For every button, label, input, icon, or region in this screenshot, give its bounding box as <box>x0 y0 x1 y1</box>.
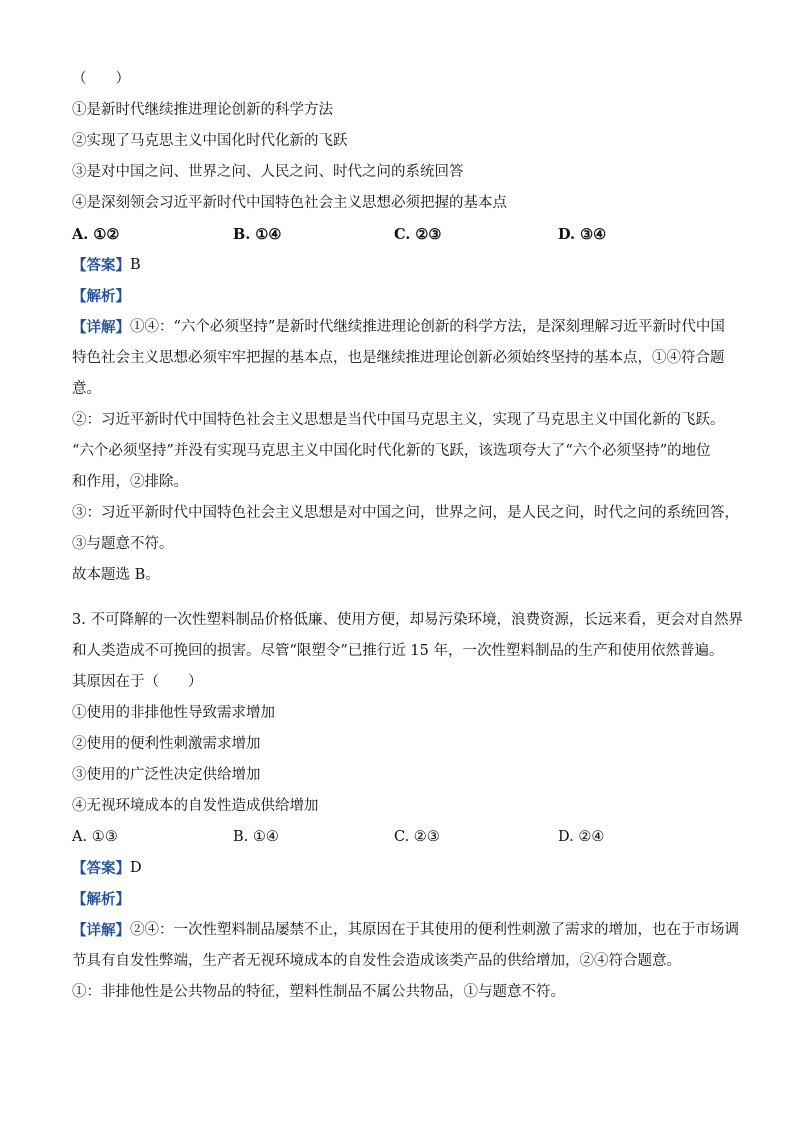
q2-answer-value: B <box>130 257 141 273</box>
q3-stem-line-3: 其原因在于（ ） <box>72 674 203 690</box>
q2-conclusion: 故本题选 B。 <box>72 567 160 583</box>
q2-detail-line-1 <box>72 312 732 343</box>
q2-detail-line-5: “六个必须坚持”并没有实现马克思主义中国化时代化新的飞跃，该选项夸大了“六个必须坚持”的地位 <box>72 443 711 459</box>
q2-detail-text-1: ①④：“六个必须坚持”是新时代继续推进理论创新的科学方法，是深刻理解习近平新时代中国 <box>130 319 725 335</box>
q3-item-3: ③使用的广泛性决定供给增加 <box>72 767 261 783</box>
q2-detail-line-4: ②：习近平新时代中国特色社会主义思想是当代中国马克思主义，实现了马克思主义中国化新的飞跃。 <box>72 412 725 428</box>
q2-option-b: B. ①④ <box>233 226 282 243</box>
q3-detail-line-2: 节具有自发性弊端，生产者无视环境成本的自发性会造成该类产品的供给增加，②④符合题意。 <box>72 953 681 969</box>
q3-answer <box>72 853 732 884</box>
q3-answer-value: D <box>130 860 142 876</box>
q3-analysis-tag: 【解析】 <box>72 891 130 908</box>
q3-detail-line-1 <box>72 915 739 946</box>
q3-item-1: ①使用的非排他性导致需求增加 <box>72 705 275 721</box>
q2-answer-tag: 【答案】 <box>72 257 130 274</box>
q3-detail-line-3: ①：非排他性是公共物品的特征，塑料性制品不属公共物品，①与题意不符。 <box>72 984 565 1000</box>
q3-item-2: ②使用的便利性刺激需求增加 <box>72 736 261 752</box>
q3-answer-tag: 【答案】 <box>72 860 130 877</box>
q2-item-1: ①是新时代继续推进理论创新的科学方法 <box>72 102 333 118</box>
q3-option-c: C. ②③ <box>394 829 440 845</box>
q2-item-3: ③是对中国之问、世界之问、人民之问、时代之问的系统回答 <box>72 164 464 180</box>
q3-option-d: D. ②④ <box>558 829 605 845</box>
q2-detail-line-7: ③：习近平新时代中国特色社会主义思想是对中国之问，世界之问，是人民之问，时代之问的系统回答， <box>72 505 739 521</box>
q3-option-a: A. ①③ <box>72 829 118 845</box>
q2-option-d: D. ③④ <box>558 226 607 243</box>
q2-option-a: A. ①② <box>72 226 120 243</box>
q2-analysis-tag: 【解析】 <box>72 288 130 305</box>
q2-detail-tag: 【详解】 <box>72 319 130 336</box>
q2-stem-tail: （ ） <box>72 71 130 87</box>
q2-analysis <box>72 281 732 312</box>
q2-answer <box>72 250 732 281</box>
q3-options <box>72 822 732 853</box>
q3-analysis <box>72 884 732 915</box>
q2-detail-line-8: ③与题意不符。 <box>72 536 174 552</box>
q3-detail-tag: 【详解】 <box>72 922 130 939</box>
q3-option-b: B. ①④ <box>233 829 279 845</box>
q2-option-c: C. ②③ <box>394 226 442 243</box>
q3-detail-text-1: ②④：一次性塑料制品屡禁不止，其原因在于其使用的便利性刺激了需求的增加，也在于市场调 <box>130 922 739 938</box>
section-gap <box>72 591 732 605</box>
document-page <box>72 64 743 1008</box>
q2-options <box>72 219 732 250</box>
q2-detail-line-2: 特色社会主义思想必须牢牢把握的基本点，也是继续推进理论创新必须始终坚持的基本点，①④符合题 <box>72 350 725 366</box>
q3-stem-line-1: 3. 不可降解的一次性塑料制品价格低廉、使用方便，却易污染环境，浪费资源，长远来看，更会对自然界 <box>72 612 743 628</box>
q2-item-4: ④是深刻领会习近平新时代中国特色社会主义思想必须把握的基本点 <box>72 195 507 211</box>
q2-detail-line-6: 和作用，②排除。 <box>72 474 188 490</box>
q3-stem-line-2: 和人类造成不可挽回的损害。尽管“限塑令”已推行近 15 年，一次性塑料制品的生产和使用依然普遍。 <box>72 643 724 659</box>
q2-detail-line-3: 意。 <box>72 381 101 397</box>
q2-item-2: ②实现了马克思主义中国化时代化新的飞跃 <box>72 133 348 149</box>
q3-item-4: ④无视环境成本的自发性造成供给增加 <box>72 798 319 814</box>
